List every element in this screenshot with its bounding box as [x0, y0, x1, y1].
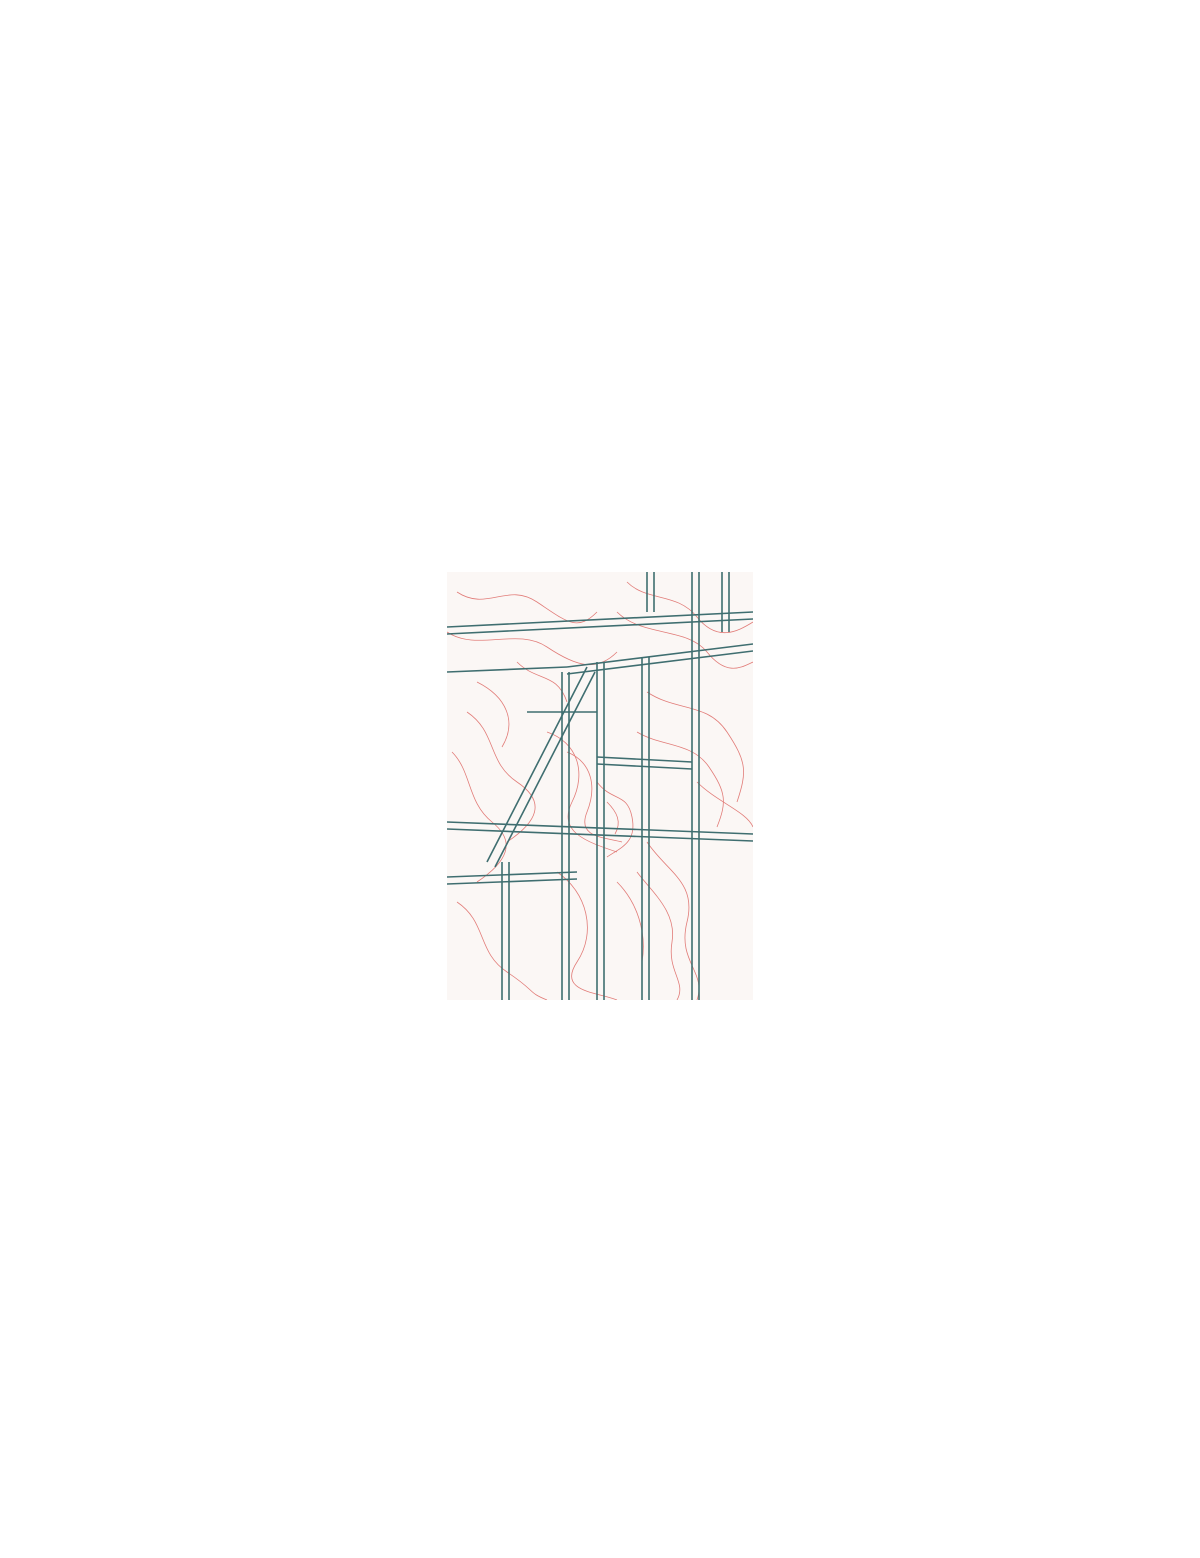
street-map-image — [447, 572, 753, 1000]
right-column — [612, 126, 1096, 174]
map-svg — [447, 572, 753, 1000]
